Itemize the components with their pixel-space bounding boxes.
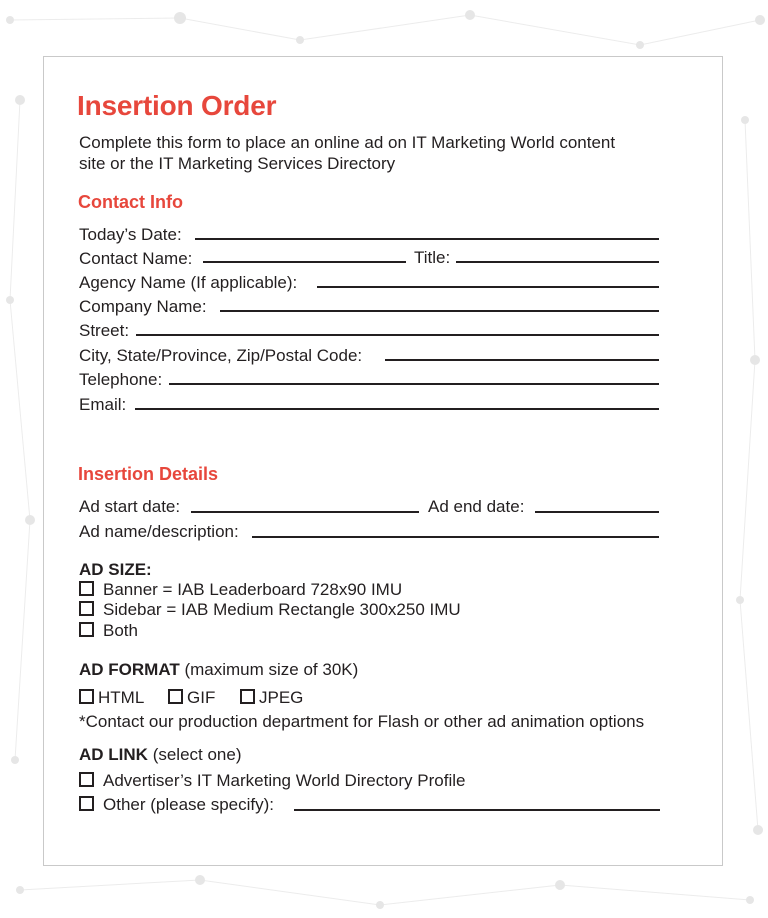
ad-size-option-label: Both — [103, 621, 138, 640]
ad-format-option-label: JPEG — [259, 688, 304, 707]
checkbox-icon[interactable] — [79, 772, 94, 787]
title-field[interactable] — [456, 261, 659, 263]
ad-end-date-field[interactable] — [535, 511, 659, 513]
ad-link-option-label: Other (please specify): — [103, 795, 275, 814]
insertion-details-heading: Insertion Details — [78, 464, 219, 484]
checkbox-icon[interactable] — [79, 796, 94, 811]
ad-format-option-gif[interactable] — [168, 688, 215, 708]
company-name-label: Company Name: — [79, 297, 207, 316]
agency-name-field[interactable] — [317, 286, 659, 288]
ad-format-note: (maximum size of 30K) — [184, 660, 359, 679]
ad-name-label: Ad name/description: — [79, 522, 239, 541]
ad-format-heading: AD FORMAT — [79, 660, 180, 679]
checkbox-icon[interactable] — [168, 689, 183, 704]
ad-format-option-label: HTML — [98, 688, 145, 707]
city-state-zip-field[interactable] — [385, 359, 659, 361]
ad-link-note: (select one) — [152, 745, 242, 764]
title-label: Title: — [414, 248, 451, 267]
form-intro — [79, 132, 615, 174]
checkbox-icon[interactable] — [79, 581, 94, 596]
ad-end-date-label: Ad end date: — [428, 497, 525, 516]
company-name-field[interactable] — [220, 310, 659, 312]
contact-info-heading: Contact Info — [78, 192, 183, 212]
todays-date-field[interactable] — [195, 238, 659, 240]
form-intro-line-2: site or the IT Marketing Services Directory — [79, 154, 396, 173]
ad-size-option-sidebar[interactable] — [79, 600, 461, 620]
ad-link-heading-row — [79, 745, 242, 765]
ad-start-date-field[interactable] — [191, 511, 419, 513]
ad-format-option-jpeg[interactable] — [240, 688, 303, 708]
email-label: Email: — [79, 395, 127, 414]
street-field[interactable] — [136, 334, 659, 336]
ad-link-option-directory-profile[interactable] — [79, 771, 465, 791]
ad-link-option-other[interactable] — [79, 795, 274, 815]
form-title: Insertion Order — [77, 90, 277, 121]
ad-format-option-label: GIF — [187, 688, 216, 707]
contact-name-field[interactable] — [203, 261, 406, 263]
ad-format-option-html[interactable] — [79, 688, 144, 708]
ad-format-footnote: *Contact our production department for Flash or other ad animation options — [79, 712, 645, 731]
ad-size-option-banner[interactable] — [79, 580, 402, 600]
agency-name-label: Agency Name (If applicable): — [79, 273, 298, 292]
ad-size-option-label: Banner = IAB Leaderboard 728x90 IMU — [103, 580, 403, 599]
ad-format-heading-row — [79, 660, 358, 680]
telephone-field[interactable] — [169, 383, 659, 385]
ad-link-option-label: Advertiser’s IT Marketing World Directory Profile — [103, 771, 466, 790]
ad-link-heading: AD LINK — [79, 745, 148, 764]
checkbox-icon[interactable] — [79, 622, 94, 637]
contact-name-label: Contact Name: — [79, 249, 193, 268]
ad-size-option-label: Sidebar = IAB Medium Rectangle 300x250 IMU — [103, 600, 461, 619]
checkbox-icon[interactable] — [240, 689, 255, 704]
todays-date-label: Today’s Date: — [79, 225, 182, 244]
ad-start-date-label: Ad start date: — [79, 497, 181, 516]
street-label: Street: — [79, 321, 130, 340]
city-state-zip-label: City, State/Province, Zip/Postal Code: — [79, 346, 363, 365]
checkbox-icon[interactable] — [79, 689, 94, 704]
ad-name-field[interactable] — [252, 536, 659, 538]
telephone-label: Telephone: — [79, 370, 163, 389]
ad-size-heading: AD SIZE: — [79, 560, 152, 579]
email-field[interactable] — [135, 408, 659, 410]
form-intro-line-1: Complete this form to place an online ad on IT Marketing World content — [79, 133, 616, 152]
other-specify-field[interactable] — [294, 809, 660, 811]
checkbox-icon[interactable] — [79, 601, 94, 616]
ad-size-option-both[interactable] — [79, 621, 138, 641]
